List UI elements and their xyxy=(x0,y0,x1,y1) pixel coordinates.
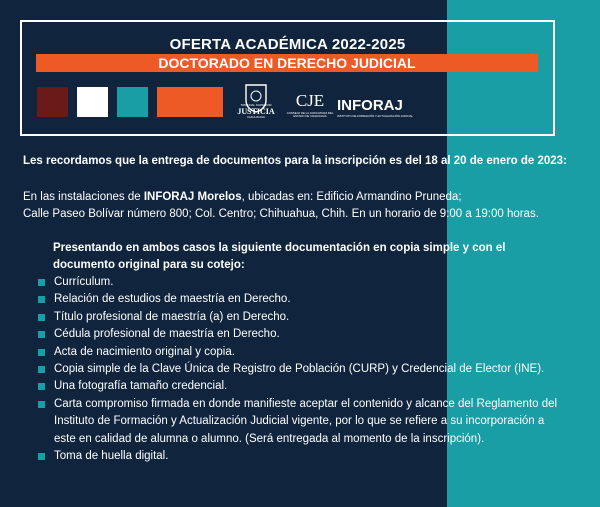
list-item: Relación de estudios de maestría en Derecho. xyxy=(38,291,558,308)
list-item: Acta de nacimiento original y copia. xyxy=(38,344,558,361)
list-item: Copia simple de la Clave Única de Registro de Población (CURP) y Credencial de Elector (INE). xyxy=(38,361,558,378)
program-banner: DOCTORADO EN DERECHO JUDICIAL xyxy=(36,54,538,72)
inforaj-logo: INFORAJ INSTITUTO DE FORMACIÓN Y ACTUALIZACIÓN JUDICIAL xyxy=(337,97,413,118)
square-bullet-icon xyxy=(38,453,45,460)
location-line-1: En las instalaciones de INFORAJ Morelos, ubicadas en: Edificio Armandino Pruneda; xyxy=(23,191,462,203)
square-bullet-icon xyxy=(38,279,45,286)
square-bullet-icon xyxy=(38,296,45,303)
cje-logo: CJE CONSEJO DE LA JUDICATURA DEL ESTADO DE CHIHUAHUA xyxy=(286,91,334,118)
teal-swatch xyxy=(117,87,148,117)
documents-heading-line-2: documento original para su cotejo: xyxy=(53,259,245,271)
location-name: INFORAJ Morelos xyxy=(143,191,242,203)
square-bullet-icon xyxy=(38,401,45,408)
list-item: Carta compromiso firmada en donde manifieste aceptar el contenido y alcance del Reglamento del Instituto de Formación y Actualización Judicial vigente, por lo que se refiere a su incorporación a este en calidad de alumna o alumno. (Será entregada al momento de la inscripción). xyxy=(38,396,558,448)
page-title: OFERTA ACADÉMICA 2022-2025 xyxy=(169,36,406,53)
square-bullet-icon xyxy=(38,331,45,338)
maroon-swatch xyxy=(37,87,68,117)
square-bullet-icon xyxy=(38,314,45,321)
enrollment-dates-notice: Les recordamos que la entrega de documentos para la inscripción es del 18 al 20 de enero de 2023: xyxy=(23,155,567,167)
list-item: Toma de huella digital. xyxy=(38,448,558,465)
justicia-logo: TRIBUNAL SUPERIOR JUSTICIA CHIHUAHUA xyxy=(236,82,276,122)
list-item: Cédula profesional de maestría en Derecho. xyxy=(38,326,558,343)
list-item: Currículum. xyxy=(38,274,558,291)
documents-heading-line-1: Presentando en ambos casos la siguiente documentación en copia simple y con el xyxy=(53,242,506,254)
white-swatch xyxy=(77,87,108,117)
location-line-2: Calle Paseo Bolívar número 800; Col. Centro; Chihuahua, Chih. En un horario de 9:00 a 19:00 horas. xyxy=(23,208,539,220)
square-bullet-icon xyxy=(38,349,45,356)
requirements-list xyxy=(38,274,558,465)
list-item: Título profesional de maestría (a) en Derecho. xyxy=(38,309,558,326)
orange-swatch xyxy=(157,87,223,117)
list-item: Una fotografía tamaño credencial. xyxy=(38,378,558,395)
square-bullet-icon xyxy=(38,366,45,373)
square-bullet-icon xyxy=(38,383,45,390)
